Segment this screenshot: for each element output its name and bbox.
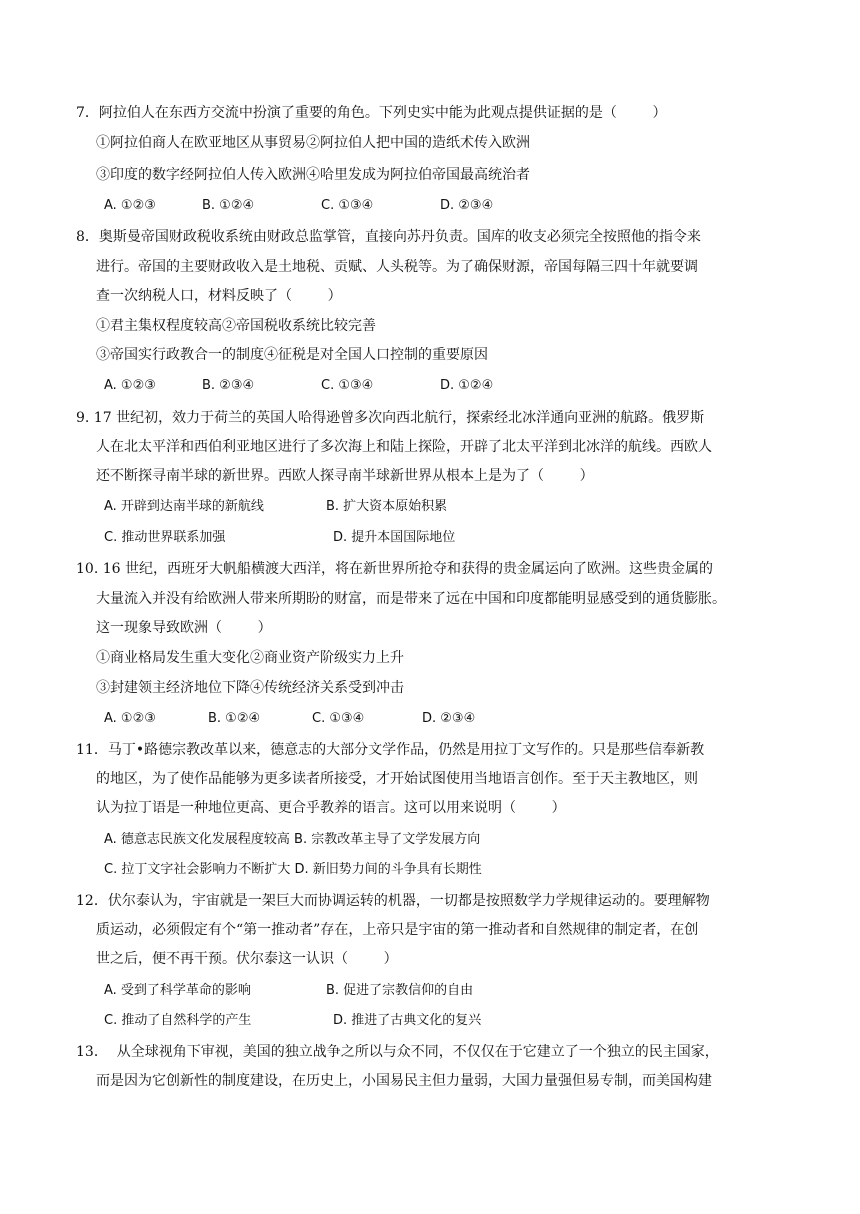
q12-option-a: A. 受到了科学革命的影响 (104, 983, 251, 998)
q11-stem-line3: 认为拉丁语是一种地位更高、更合乎教养的语言。这可以用来说明（ ） (96, 800, 566, 816)
q10-stem-line1: 10. 16 世纪，西班牙大帆船横渡大西洋，将在新世界所抢夺和获得的贵金属运向了欧洲。这些贵金属的 (76, 561, 713, 577)
q11-options-row2: C. 拉丁文字社会影响力不断扩大 D. 新旧势力间的斗争具有长期性 (104, 862, 482, 877)
q8-stem-line2: 进行。帝国的主要财政收入是土地税、贡赋、人头税等。为了确保财源，帝国每隔三四十年就要调 (96, 259, 698, 275)
q11-options-row1: A. 德意志民族文化发展程度较高 B. 宗教改革主导了文学发展方向 (104, 832, 481, 847)
q7-option-d: D. ②③④ (440, 198, 494, 213)
q9-option-c: C. 推动世界联系加强 (104, 530, 226, 545)
q12-option-d: D. 推进了古典文化的复兴 (333, 1013, 482, 1028)
q11-stem-line1: 11．马丁•路德宗教改革以来，德意志的大部分文学作品，仍然是用拉丁文写作的。只是那些信奉新教 (76, 742, 705, 758)
q7-statement-line3: ③印度的数字经阿拉伯人传入欧洲④哈里发成为阿拉伯帝国最高统治者 (96, 167, 530, 183)
q8-stem-line3: 查一次纳税人口，材料反映了（ ） (96, 288, 342, 304)
q12-option-c: C. 推动了自然科学的产生 (104, 1013, 252, 1028)
q8-statement-line4: ①君主集权程度较高②帝国税收系统比较完善 (96, 318, 376, 334)
q9-stem-line1: 9. 17 世纪初，效力于荷兰的英国人哈得逊曾多次向西北航行，探索经北冰洋通向亚洲的航路。俄罗斯 (76, 410, 705, 426)
q12-stem-line2: 质运动，必须假定有个“第一推动者”存在，上帝只是宇宙的第一推动者和自然规律的制定者，在创 (96, 922, 699, 938)
q10-option-d: D. ②③④ (422, 711, 476, 726)
q9-option-b: B. 扩大资本原始积累 (326, 499, 448, 514)
q9-option-d: D. 提升本国国际地位 (333, 530, 456, 545)
q10-option-b: B. ①②④ (208, 711, 261, 726)
q10-stem-line2: 大量流入并没有给欧洲人带来所期盼的财富，而是带来了远在中国和印度都能明显感受到的通货膨胀。 (96, 591, 726, 607)
q9-option-a: A. 开辟到达南半球的新航线 (104, 499, 264, 514)
q8-statement-line5: ③帝国实行政教合一的制度④征税是对全国人口控制的重要原因 (96, 347, 488, 363)
q10-option-c: C. ①③④ (312, 711, 365, 726)
q7-statement-line2: ①阿拉伯商人在欧亚地区从事贸易②阿拉伯人把中国的造纸术传入欧洲 (96, 135, 530, 151)
q7-option-a: A. ①②③ (104, 198, 156, 213)
q13-stem-line1: 13． 从全球视角下审视，美国的独立战争之所以与众不同，不仅仅在于它建立了一个独立的民主国家， (76, 1044, 719, 1060)
q10-option-a: A. ①②③ (104, 711, 156, 726)
q8-stem-line1: 8．奥斯曼帝国财政税收系统由财政总监掌管，直接向苏丹负责。国库的收支必须完全按照他的指令来 (76, 229, 701, 245)
q12-option-b: B. 促进了宗教信仰的自由 (326, 983, 474, 998)
q12-stem-line3: 世之后，便不再干预。伏尔泰这一认识（ ） (96, 951, 398, 967)
q13-stem-line2: 而是因为它创新性的制度建设，在历史上，小国易民主但力量弱，大国力量强但易专制，而美国构建 (96, 1073, 712, 1089)
q9-stem-line3: 还不断探寻南半球的新世界。西欧人探寻南半球新世界从根本上是为了（ ） (96, 468, 594, 484)
q12-stem-line1: 12．伏尔泰认为，宇宙就是一架巨大而协调运转的机器，一切都是按照数学力学规律运动的。要理解物 (76, 893, 710, 909)
q8-option-d: D. ①②④ (440, 378, 494, 393)
q10-statement-line5: ③封建领主经济地位下降④传统经济关系受到冲击 (96, 680, 404, 696)
q10-statement-line4: ①商业格局发生重大变化②商业资产阶级实力上升 (96, 650, 404, 666)
q8-option-c: C. ①③④ (321, 378, 374, 393)
q8-option-a: A. ①②③ (104, 378, 156, 393)
q7-stem-line1: 7．阿拉伯人在东西方交流中扮演了重要的角色。下列史实中能为此观点提供证据的是（ ） (76, 105, 667, 121)
q7-option-b: B. ①②④ (202, 198, 255, 213)
q10-stem-line3: 这一现象导致欧洲（ ） (96, 620, 272, 636)
q9-stem-line2: 人在北太平洋和西伯利亚地区进行了多次海上和陆上探险，开辟了北太平洋到北冰洋的航线。西欧人 (96, 439, 712, 455)
q7-option-c: C. ①③④ (321, 198, 374, 213)
q8-option-b: B. ②③④ (202, 378, 255, 393)
q11-stem-line2: 的地区，为了使作品能够为更多读者所接受，才开始试图使用当地语言创作。至于天主教地区，则 (96, 771, 698, 787)
